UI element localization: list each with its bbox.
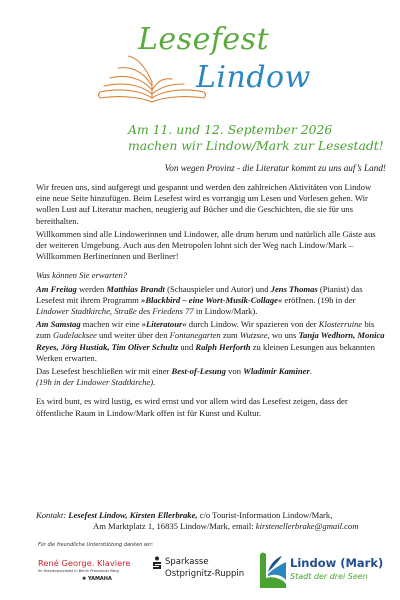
- place-name: Klosterruine: [318, 319, 363, 330]
- performer-name: Matthias Brandt: [106, 283, 165, 294]
- venue: Lindower Stadtkirche, Straße des Friedens 77: [36, 306, 194, 317]
- tagline: Von wegen Provinz - die Literatur kommt zu uns auf’s Land!: [164, 163, 386, 173]
- performer-name: Jens Thomas: [270, 283, 318, 294]
- reader-names: Tanja Wedhorn, Monica Reyes, Jörg Hustiak, Tim Oliver Schultz: [36, 330, 385, 352]
- sponsor-subline: Ihr Klavierspezialist in Berlin Prenzlauer Berg: [38, 569, 119, 573]
- reader-name: Ralph Herforth: [195, 341, 251, 352]
- logo-title-lindow: Lindow: [196, 60, 311, 95]
- friday-lead: Am Freitag: [36, 283, 77, 294]
- lindow-mark-name: Lindow (Mark): [290, 556, 384, 570]
- yamaha-logo: ✺ YAMAHA: [82, 576, 112, 582]
- lindow-mark-logo: [256, 550, 396, 594]
- friday-program: Am Freitag werden Matthias Brandt (Schauspieler und Autor) und Jens Thomas (Pianist) das Lesefest mit ihrem Programm »Blackbird – eine Wort-Musik-Collage« eröffnen. (19h in der Lindower Stadtkirche, Straße des Friedens 77 in Lindow/Mark).: [36, 283, 363, 317]
- sparkasse-line2: Ostprignitz-Ruppin: [165, 569, 245, 579]
- closing-event: Best-of-Lesung: [171, 366, 226, 377]
- intro-paragraph-1: Wir freuen uns, sind aufgeregt und gespannt und werden den zahlreichen Aktivitäten von Lindow eine neue Seite hinzufügen. Beim Lesefest wird es vorrangig um Lesen und Vorlesen gehen. Wir wollen Lust auf Literatur machen, neugierig auf Bücher und die Geschichten, die sie für uns bereithalten.: [36, 182, 372, 226]
- contact-label: Kontakt:: [36, 510, 69, 520]
- tuning-fork-icon: ✺: [82, 576, 88, 582]
- closing-program: Das Lesefest beschließen wir mit einer Best-of-Lesung von Wladimir Kaminer. (19h in der Lindower Stadtkirche).: [36, 366, 312, 388]
- place-name: Gudelacksee: [52, 330, 97, 341]
- flyer-body: [36, 182, 386, 421]
- lindow-lakes-icon: [256, 550, 288, 590]
- closing-author: Wladimir Kaminer: [243, 366, 310, 377]
- program-question: Was können Sie erwarten?: [36, 270, 128, 281]
- event-headline: [128, 122, 388, 154]
- intro-paragraph-2: Willkommen sind alle Lindowerinnen und Lindower, alle drum herum und natürlich alle Gäste aus der weiteren Umgebung. Auch aus den Metropolen lohnt sich der Weg nach Lindow/Mark – Willkommen Berlinerinnen und Berliner!: [36, 228, 376, 262]
- place-name: Fontanegarten: [169, 330, 221, 341]
- show-title: »Blackbird – eine Wort-Musik-Collage«: [141, 294, 283, 305]
- sponsors-footer: [38, 542, 388, 598]
- lesefest-logo: [0, 0, 400, 118]
- contact-address: Am Marktplatz 1, 16835 Lindow/Mark, email:: [93, 521, 256, 532]
- sponsor-name: René George. Klaviere: [38, 558, 131, 568]
- lindow-mark-subline: Stadt der drei Seen: [290, 572, 368, 581]
- sparkasse-line1: Sparkasse: [165, 557, 209, 567]
- place-name: Wutzsee: [239, 330, 268, 341]
- sponsors-label: Für die freundliche Unterstützung danken wir:: [38, 542, 154, 548]
- contact-email-link[interactable]: kirstenellerbrake@gmail.com: [255, 521, 359, 532]
- headline-claim: machen wir Lindow/Mark zur Lesestadt!: [128, 138, 384, 153]
- tour-title: »Literatour«: [141, 319, 187, 330]
- contact-names: Lesefest Lindow, Kirsten Ellerbrake,: [68, 510, 198, 520]
- contact-block: Kontakt: Lesefest Lindow, Kirsten Ellerbrake, c/o Tourist-Information Lindow/Mark, Am Marktplatz 1, 16835 Lindow/Mark, email: kirstenellerbrake@gmail.com: [36, 510, 359, 532]
- headline-dates: Am 11. und 12. September 2026: [128, 122, 333, 137]
- sponsor-rene-george: [38, 558, 138, 582]
- outro-paragraph: Es wird bunt, es wird lustig, es wird ernst und vor allem wird das Lesefest zeigen, dass der öffentliche Raum in Lindow/Mark offen ist für Kunst und Kultur.: [36, 396, 348, 418]
- saturday-program: Am Samstag machen wir eine »Literatour« durch Lindow. Wir spazieren von der Klosterruine bis zum Gudelacksee und weiter über den Fontanegarten zum Wutzsee, wo uns Tanja Wedhorn, Monica Reyes, Jörg Hustiak, Tim Oliver Schultz und Ralph Herforth zu kleinen Lesungen aus bekannten Werken erwarten.: [36, 319, 385, 363]
- sparkasse-icon: [152, 556, 162, 570]
- saturday-lead: Am Samstag: [36, 319, 81, 330]
- logo-title-lesefest: Lesefest: [138, 22, 270, 57]
- closing-note: (19h in der Lindower Stadtkirche).: [36, 377, 156, 388]
